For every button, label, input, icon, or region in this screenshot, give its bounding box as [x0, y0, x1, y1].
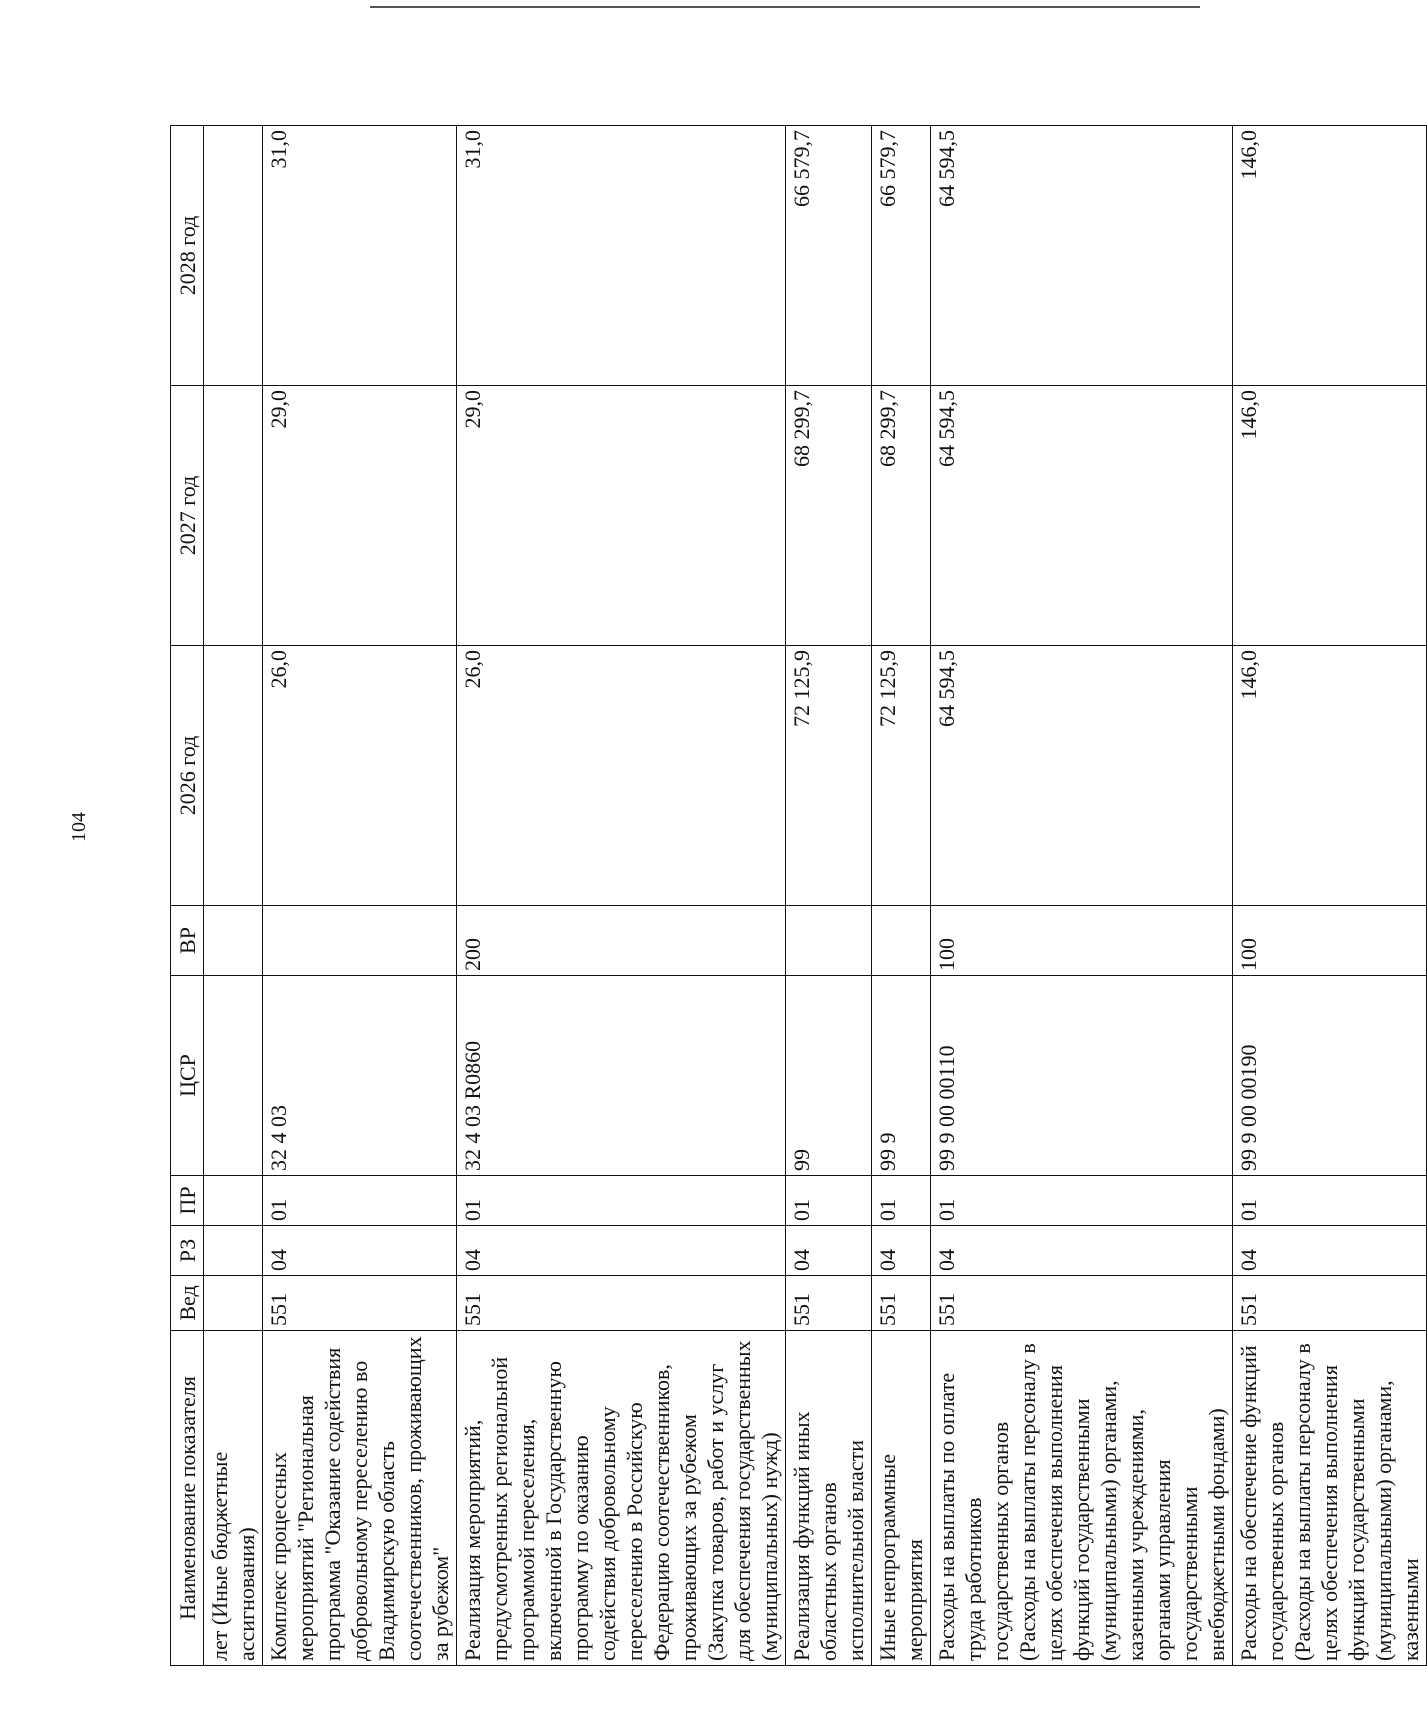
row-pr: 01 [786, 1176, 872, 1226]
row-2027: 68 299,7 [872, 386, 931, 646]
row-2026: 72 125,9 [872, 646, 931, 906]
row-ved: 551 [786, 1276, 872, 1331]
row-csr: 99 [786, 976, 872, 1176]
row-2026: 64 594,5 [931, 646, 1233, 906]
row-2026 [204, 646, 263, 906]
row-name: Комплекс процессных мероприятий "Региональная программа "Оказание содействия добровольному переселению во Владимирскую область соотечественников, проживающих за рубежом" [263, 1331, 457, 1666]
row-ved: 551 [872, 1276, 931, 1331]
row-csr: 32 4 03 R0860 [457, 976, 786, 1176]
row-2027: 29,0 [457, 386, 786, 646]
row-2028: 146,0 [1233, 126, 1427, 386]
header-csr: ЦСР [171, 976, 204, 1176]
row-rz: 04 [457, 1226, 786, 1276]
row-2026: 146,0 [1233, 646, 1427, 906]
row-2028: 66 579,7 [872, 126, 931, 386]
row-name: лет (Иные бюджетные ассигнования) [204, 1331, 263, 1666]
row-csr [204, 976, 263, 1176]
budget-table [170, 125, 1427, 1666]
table-row [786, 126, 872, 1666]
header-vr: ВР [171, 906, 204, 976]
row-rz: 04 [263, 1226, 457, 1276]
row-ved: 551 [263, 1276, 457, 1331]
row-2028: 64 594,5 [931, 126, 1233, 386]
row-2028: 66 579,7 [786, 126, 872, 386]
top-rule [370, 6, 1200, 8]
table-header-row [171, 126, 204, 1666]
header-2028: 2028 год [171, 126, 204, 386]
row-ved: 551 [931, 1276, 1233, 1331]
header-ved: Вед [171, 1276, 204, 1331]
row-rz: 04 [931, 1226, 1233, 1276]
header-2026: 2026 год [171, 646, 204, 906]
row-vr [786, 906, 872, 976]
table-row [1233, 126, 1427, 1666]
table-row [263, 126, 457, 1666]
row-name: Иные непрограммные мероприятия [872, 1331, 931, 1666]
row-2026: 72 125,9 [786, 646, 872, 906]
row-2026: 26,0 [457, 646, 786, 906]
header-rz: РЗ [171, 1226, 204, 1276]
row-name: Реализация функций иных областных органов исполнительной власти [786, 1331, 872, 1666]
row-pr: 01 [457, 1176, 786, 1226]
row-2028: 31,0 [457, 126, 786, 386]
row-rz: 04 [1233, 1226, 1427, 1276]
table-row [204, 126, 263, 1666]
row-csr: 99 9 00 00110 [931, 976, 1233, 1176]
row-name: Расходы на выплаты по оплате труда работников государственных органов (Расходы на выплаты персоналу в целях обеспечения выполнения функций государственными (муниципальными) органами, казенными учреждениями, органами управления государственными внебюджетными фондами) [931, 1331, 1233, 1666]
row-rz: 04 [872, 1226, 931, 1276]
row-vr: 200 [457, 906, 786, 976]
row-pr: 01 [263, 1176, 457, 1226]
row-2027: 146,0 [1233, 386, 1427, 646]
row-name: Расходы на обеспечение функций государственных органов (Расходы на выплаты персоналу в целях обеспечения выполнения функций государственными (муниципальными) органами, казенными [1233, 1331, 1427, 1666]
page-number: 104 [68, 812, 90, 842]
table-row [931, 126, 1233, 1666]
row-ved [204, 1276, 263, 1331]
row-2028 [204, 126, 263, 386]
row-ved: 551 [1233, 1276, 1427, 1331]
table-row [457, 126, 786, 1666]
row-2027 [204, 386, 263, 646]
row-vr: 100 [931, 906, 1233, 976]
row-csr: 99 9 [872, 976, 931, 1176]
row-pr [204, 1176, 263, 1226]
rotated-page-content [170, 126, 1423, 1666]
row-pr: 01 [872, 1176, 931, 1226]
row-vr: 100 [1233, 906, 1427, 976]
row-name: Реализация мероприятий, предусмотренных региональной программой переселения, включенной в Государственную программу по оказанию содействия добровольному переселению в Российскую Федерацию соотечественников, проживающих за рубежом (Закупка товаров, работ и услуг для обеспечения государственных (муниципальных) нужд) [457, 1331, 786, 1666]
row-vr [204, 906, 263, 976]
row-pr: 01 [1233, 1176, 1427, 1226]
row-2027: 29,0 [263, 386, 457, 646]
row-rz [204, 1226, 263, 1276]
row-2027: 64 594,5 [931, 386, 1233, 646]
row-pr: 01 [931, 1176, 1233, 1226]
table-row [872, 126, 931, 1666]
row-2026: 26,0 [263, 646, 457, 906]
header-name: Наименование показателя [171, 1331, 204, 1666]
header-2027: 2027 год [171, 386, 204, 646]
row-rz: 04 [786, 1226, 872, 1276]
row-csr: 99 9 00 00190 [1233, 976, 1427, 1176]
row-2027: 68 299,7 [786, 386, 872, 646]
row-csr: 32 4 03 [263, 976, 457, 1176]
row-2028: 31,0 [263, 126, 457, 386]
row-ved: 551 [457, 1276, 786, 1331]
row-vr [263, 906, 457, 976]
row-vr [872, 906, 931, 976]
header-pr: ПР [171, 1176, 204, 1226]
